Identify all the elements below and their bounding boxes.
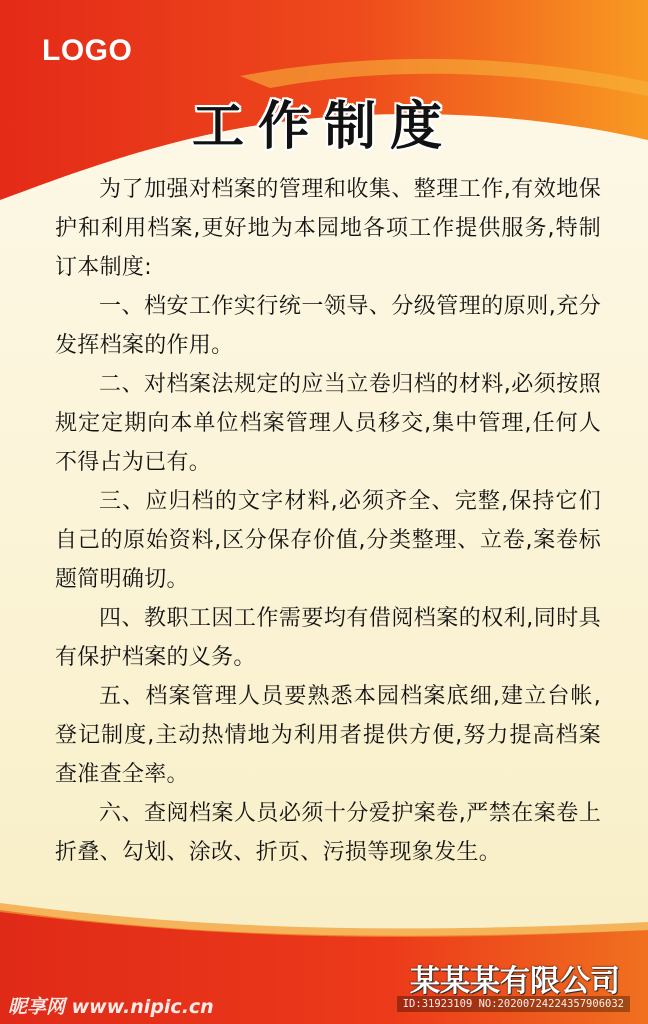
- watermark-site: 昵享网 www.nipic.cn: [8, 996, 214, 1018]
- rule-1: 一、档安工作实行统一领导、分级管理的原则,充分发挥档案的作用。: [55, 294, 601, 358]
- regulation-text: [55, 170, 601, 872]
- rule-2: 二、对档案法规定的应当立卷归档的材料,必须按照规定定期向本单位档案管理人员移交,集中管理,任何人不得占为已有。: [55, 372, 601, 475]
- intro-paragraph: 为了加强对档案的管理和收集、整理工作,有效地保护和利用档案,更好地为本园地各项工作提供服务,特制订本制度:: [55, 177, 601, 280]
- rule-4: 四、教职工因工作需要均有借阅档案的权利,同时具有保护档案的义务。: [55, 606, 601, 670]
- page-title: 工作制度: [191, 97, 456, 157]
- rule-5: 五、档案管理人员要熟悉本园档案底细,建立台帐,登记制度,主动热情地为利用者提供方便,努力提高档案查准查全率。: [55, 684, 601, 787]
- rule-3: 三、应归档的文字材料,必须齐全、完整,保持它们自己的原始资料,区分保存价值,分类整理、立卷,案卷标题简明确切。: [55, 489, 601, 592]
- rule-6: 六、查阅档案人员必须十分爱护案卷,严禁在案卷上折叠、勾划、涂改、折页、污损等现象发生。: [55, 801, 601, 865]
- company-name: 某某某有限公司: [410, 964, 620, 999]
- logo: LOGO: [42, 34, 133, 67]
- watermark-id: ID:31923109 NO:20200724224357906032: [397, 996, 630, 1012]
